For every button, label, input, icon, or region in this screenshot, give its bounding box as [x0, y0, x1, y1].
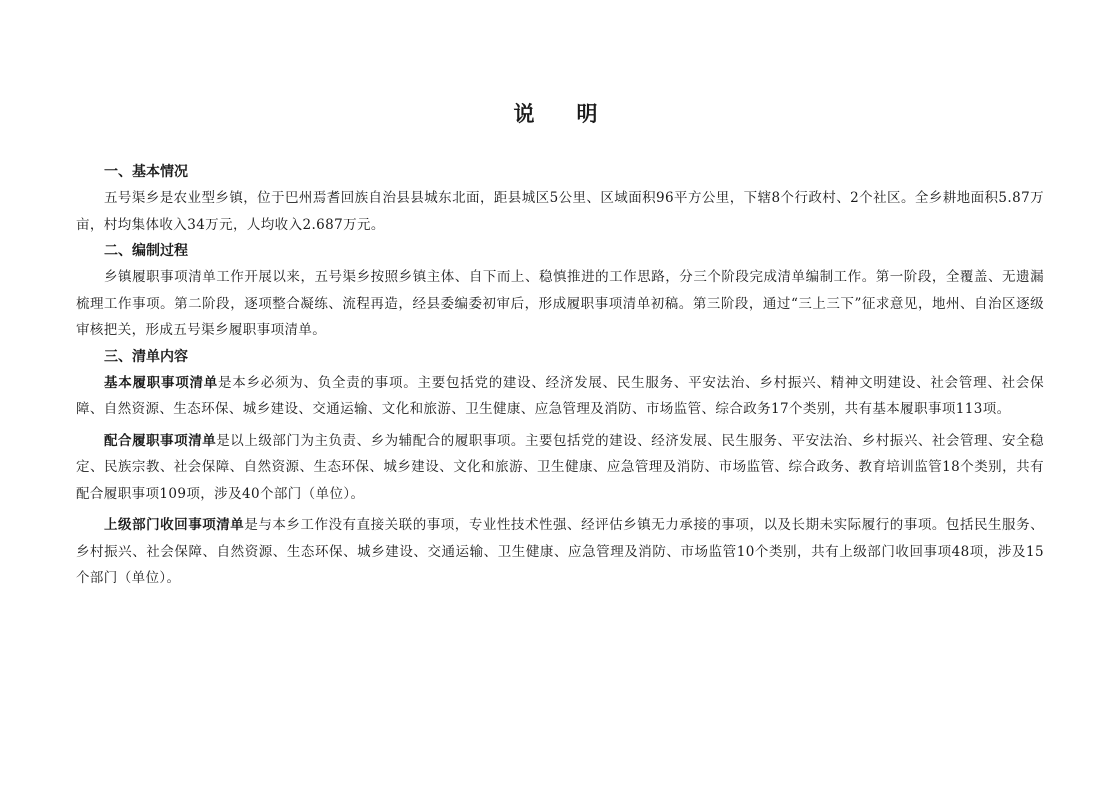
paragraph-cooperative-duties-list: [76, 428, 1044, 508]
paragraph-text: 是与本乡工作没有直接关联的事项，专业性技术性强、经评估乡镇无力承接的事项，以及长期未实际履行的事项。包括民生服务、乡村振兴、社会保障、自然资源、生态环保、城乡建设、交通运输、卫生健康、应急管理及消防、市场监管10个类别，共有上级部门收回事项48项，涉及15个部门（单位）。: [76, 517, 1044, 586]
paragraph-recalled-items-list: [76, 512, 1044, 592]
section-heading-basic-info: 一、基本情况: [104, 164, 188, 180]
paragraph-text: 五号渠乡是农业型乡镇，位于巴州焉耆回族自治县县城东北面，距县城区5公里、区域面积96平方公里，下辖8个行政村、2个社区。全乡耕地面积5.87万亩，村均集体收入34万元，人均收入2.687万元。: [76, 190, 1044, 233]
paragraph-text: 是以上级部门为主负责、乡为辅配合的履职事项。主要包括党的建设、经济发展、民生服务、平安法治、乡村振兴、社会管理、安全稳定、民族宗教、社会保障、自然资源、生态环保、城乡建设、文化和旅游、卫生健康、应急管理及消防、市场监管、综合政务、教育培训监管18个类别，共有配合履职事项109项，涉及40个部门（单位）。: [76, 432, 1044, 502]
paragraph-lead-term: 配合履职事项清单: [104, 432, 217, 449]
paragraph-text: 是本乡必须为、负全责的事项。主要包括党的建设、经济发展、民生服务、平安法治、乡村振兴、精神文明建设、社会管理、社会保障、自然资源、生态环保、城乡建设、交通运输、文化和旅游、卫生健康、应急管理及消防、市场监管、综合政务17个类别，共有基本履职事项113项。: [76, 374, 1044, 417]
page-title: 说 明: [513, 102, 598, 126]
section-heading-list-content: 三、清单内容: [104, 348, 188, 365]
paragraph-text: 乡镇履职事项清单工作开展以来，五号渠乡按照乡镇主体、自下而上、稳慎推进的工作思路，分三个阶段完成清单编制工作。第一阶段，全覆盖、无遗漏梳理工作事项。第二阶段，逐项整合凝练、流程再造，经县委编委初审后，形成履职事项清单初稿。第三阶段，通过“三上三下”征求意见，地州、自治区逐级审核把关，形成五号渠乡履职事项清单。: [76, 269, 1044, 338]
document-body: [76, 159, 1044, 592]
paragraph-basic-duties-list: [76, 370, 1044, 423]
paragraph-basic-info: [76, 185, 1044, 238]
paragraph-lead-term: 上级部门收回事项清单: [104, 517, 245, 533]
paragraph-compilation-process: [76, 264, 1044, 344]
paragraph-lead-term: 基本履职事项清单: [104, 374, 218, 391]
section-heading-compilation-process: 二、编制过程: [104, 243, 188, 259]
